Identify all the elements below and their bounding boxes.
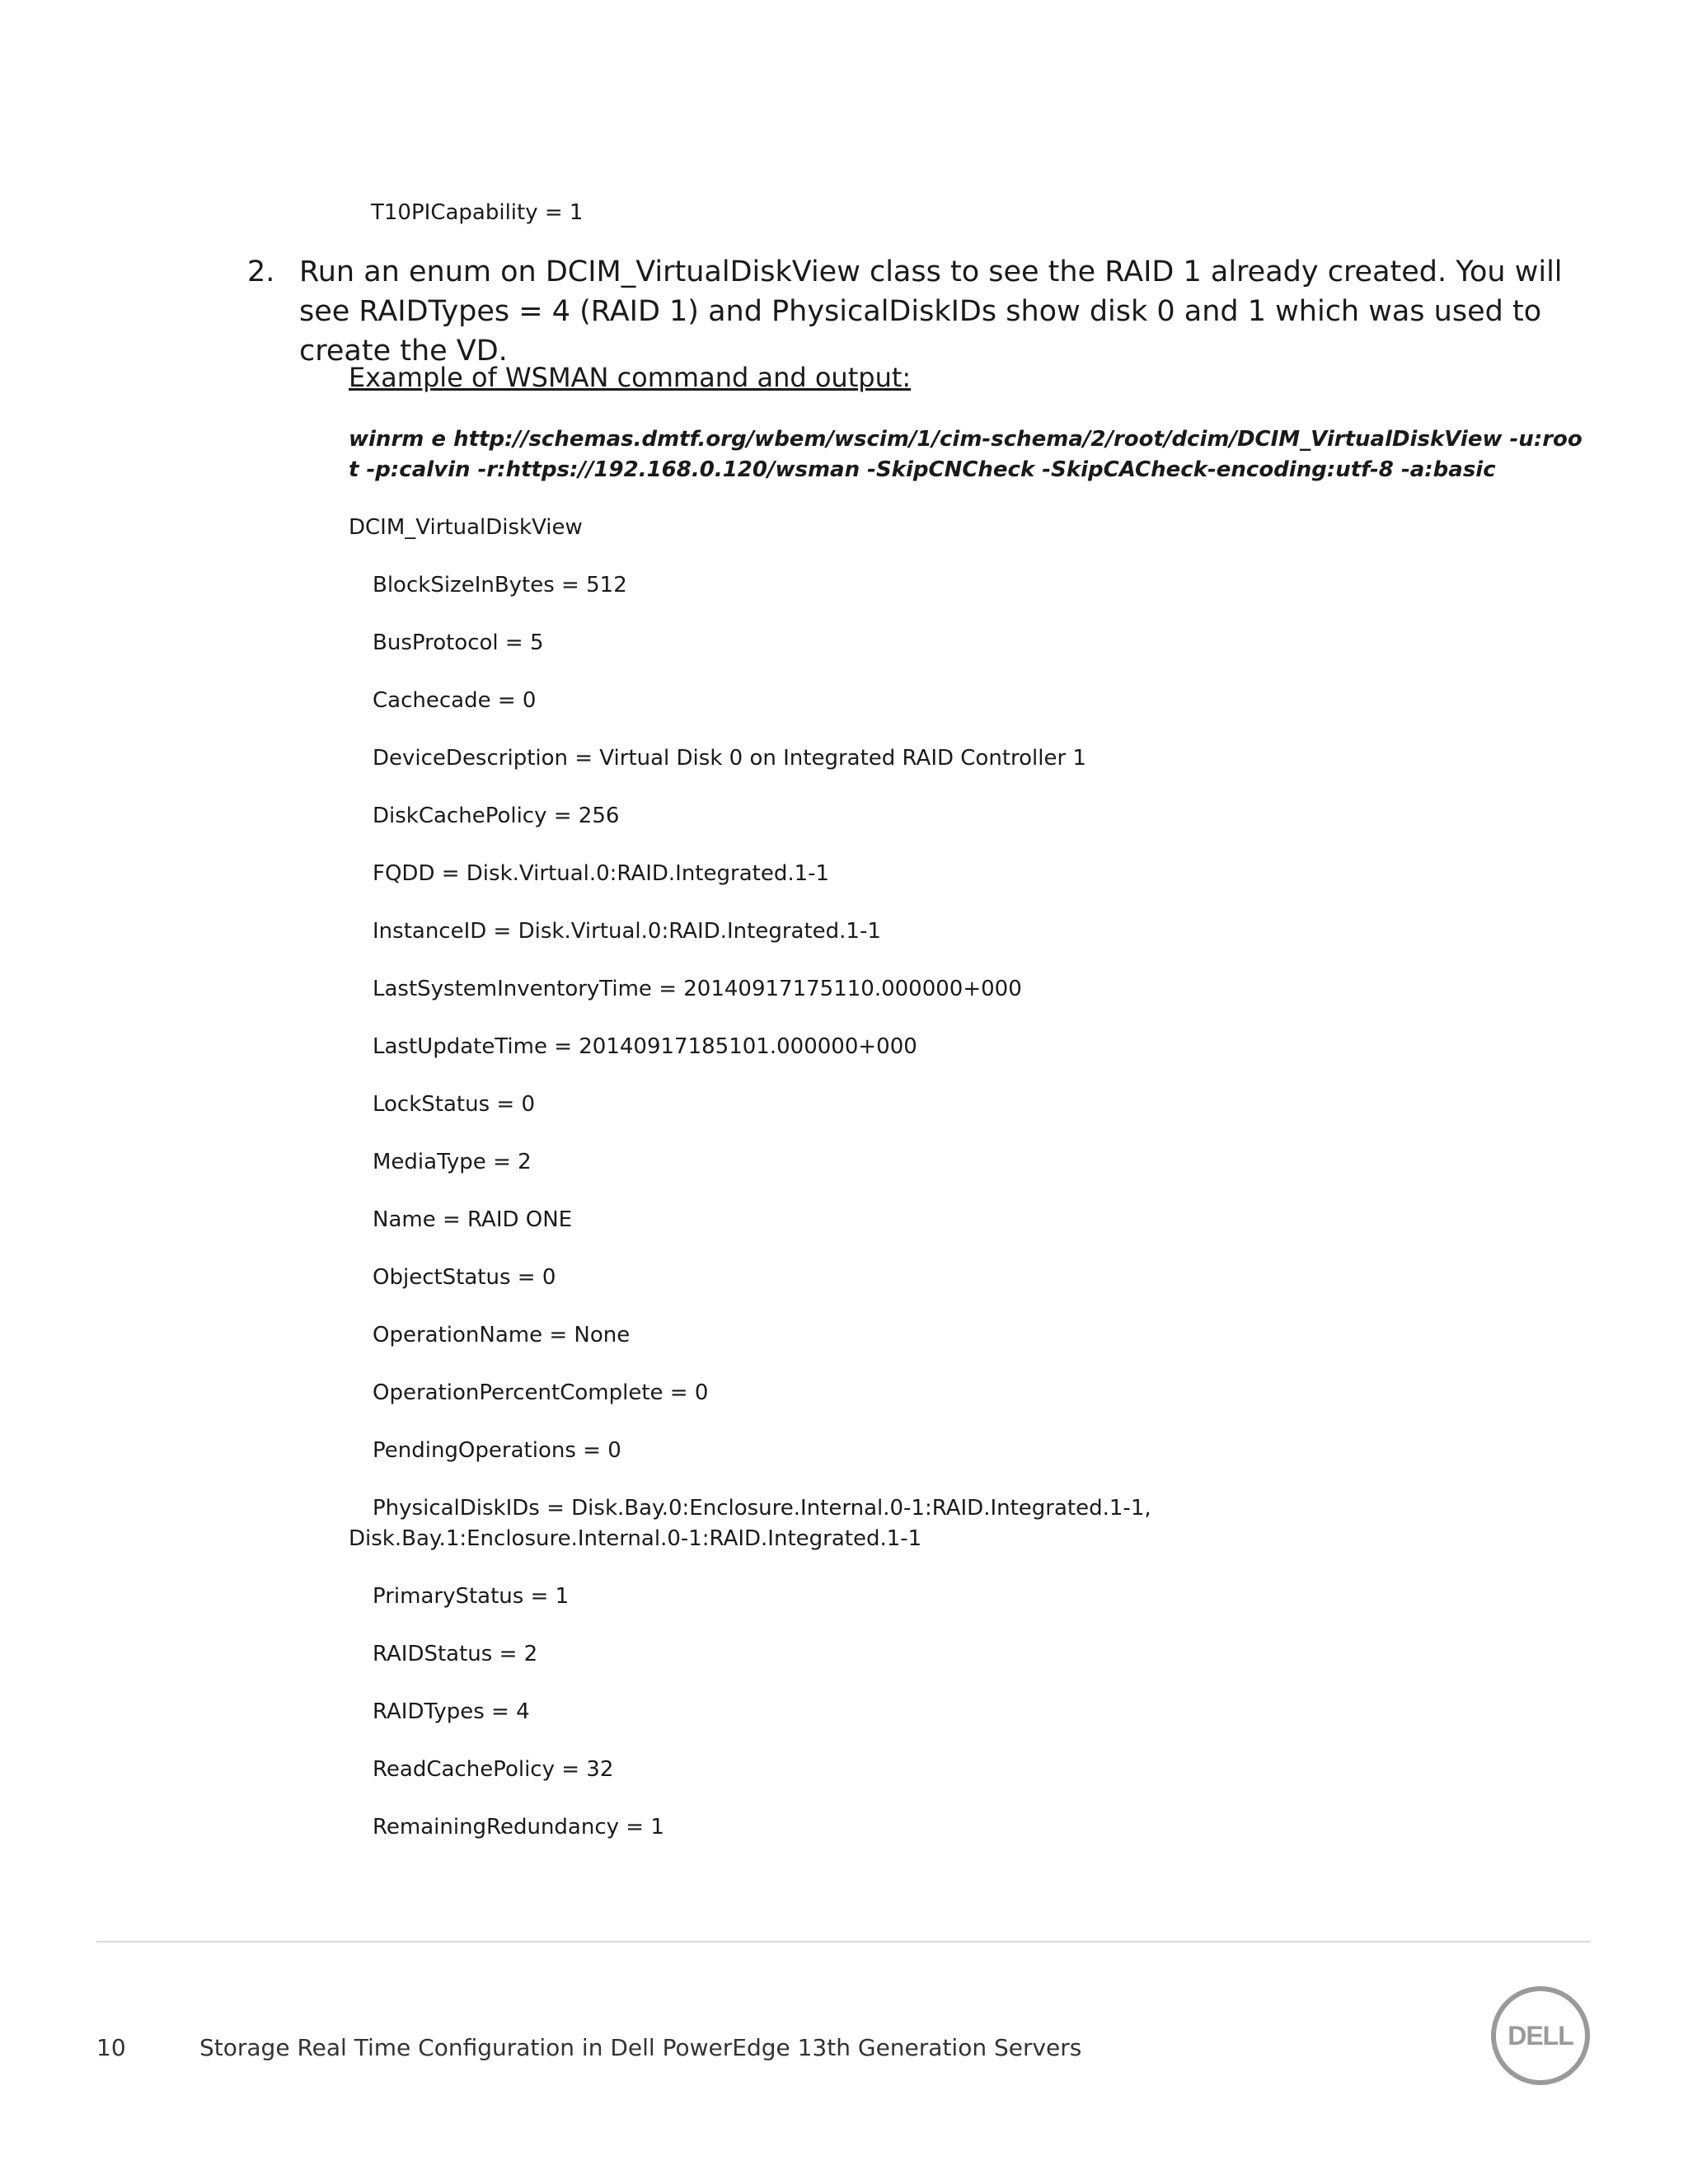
- output-property: BusProtocol = 5: [373, 630, 544, 655]
- output-class-name: DCIM_VirtualDiskView: [349, 515, 583, 540]
- output-property: Name = RAID ONE: [373, 1207, 573, 1232]
- wsman-command: winrm e http://schemas.dmtf.org/wbem/wscim/1/cim-schema/2/root/dcim/DCIM_VirtualDiskView -u:root -p:calvin -r:https://192.168.0.120/wsman -SkipCNCheck -SkipCACheck-encoding:utf-8 -a:basic: [349, 427, 1582, 482]
- output-property: RAIDTypes = 4: [373, 1699, 530, 1724]
- output-property: LastSystemInventoryTime = 20140917175110.000000+000: [373, 977, 1022, 1001]
- output-property: DiskCachePolicy = 256: [373, 804, 620, 828]
- output-property: RAIDStatus = 2: [373, 1642, 538, 1666]
- output-property: DeviceDescription = Virtual Disk 0 on Integrated RAID Controller 1: [373, 746, 1086, 771]
- step-number: 2.: [247, 255, 275, 288]
- output-property: PrimaryStatus = 1: [373, 1584, 570, 1609]
- output-property: FQDD = Disk.Virtual.0:RAID.Integrated.1-1: [373, 861, 830, 886]
- output-property: PendingOperations = 0: [373, 1438, 621, 1463]
- output-property: Cachecade = 0: [373, 688, 537, 713]
- output-property: BlockSizeInBytes = 512: [373, 573, 627, 598]
- step-text: Run an enum on DCIM_VirtualDiskView class to see the RAID 1 already created. You will see RAIDTypes = 4 (RAID 1) and PhysicalDiskIDs show disk 0 and 1 which was used to create the VD.: [299, 255, 1563, 368]
- dell-logo-icon: [1489, 1985, 1592, 2087]
- output-property: RemainingRedundancy = 1: [373, 1815, 664, 1840]
- page-number: 10: [96, 2034, 126, 2061]
- example-heading: Example of WSMAN command and output:: [349, 362, 912, 393]
- output-property: LastUpdateTime = 20140917185101.000000+000: [373, 1034, 917, 1059]
- step-2: [247, 252, 1582, 371]
- output-property: PhysicalDiskIDs = Disk.Bay.0:Enclosure.Internal.0-1:RAID.Integrated.1-1, Disk.Bay.1:Enclosure.Internal.0-1:RAID.Integrated.1-1: [349, 1496, 1151, 1551]
- output-property: OperationName = None: [373, 1323, 631, 1347]
- output-property: MediaType = 2: [373, 1150, 532, 1174]
- output-property: OperationPercentComplete = 0: [373, 1380, 709, 1405]
- output-property: InstanceID = Disk.Virtual.0:RAID.Integrated.1-1: [373, 919, 881, 944]
- capability-line: T10PICapability = 1: [371, 200, 584, 225]
- footer-title: Storage Real Time Configuration in Dell PowerEdge 13th Generation Servers: [199, 2034, 1082, 2061]
- output-property: LockStatus = 0: [373, 1092, 535, 1117]
- output-property: ObjectStatus = 0: [373, 1265, 556, 1290]
- logo-wordmark: DELL: [1507, 2021, 1573, 2050]
- command-output: [349, 513, 1445, 1870]
- footer-divider: [96, 1941, 1590, 1943]
- output-property: ReadCachePolicy = 32: [373, 1757, 614, 1782]
